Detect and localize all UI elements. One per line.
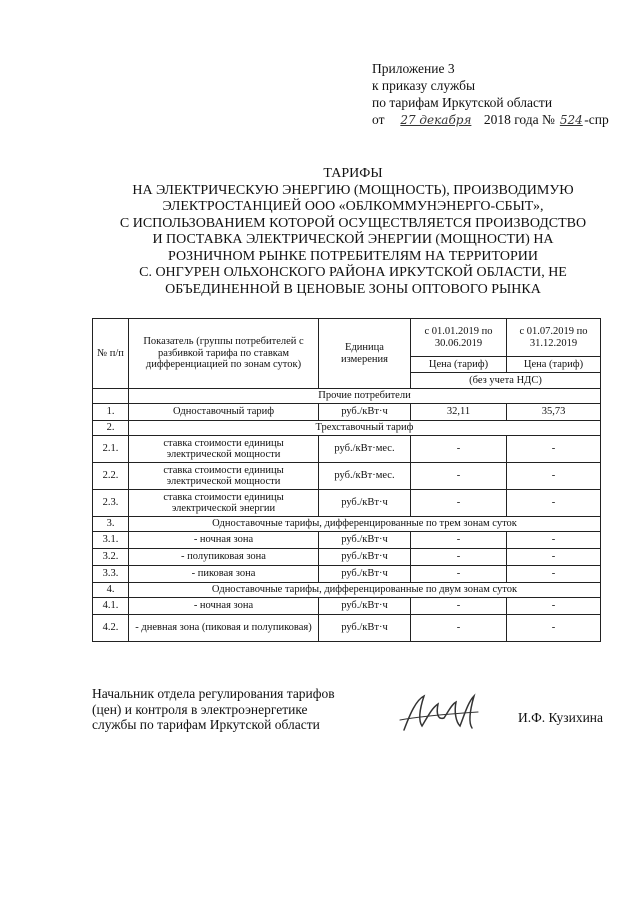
row-value-2: - — [507, 598, 601, 615]
document-title — [108, 166, 598, 298]
row-value-1: - — [411, 463, 507, 490]
signer-name: И.Ф. Кузихина — [518, 710, 604, 725]
header-period-1: с 01.01.2019 по 30.06.2019 — [411, 319, 507, 357]
row-num: 1. — [93, 404, 129, 421]
row-value-1: 32,11 — [411, 404, 507, 421]
title-line: С. ОНГУРЕН ОЛЬХОНСКОГО РАЙОНА ИРКУТСКОЙ ОБЛАСТИ, НЕ — [139, 265, 567, 280]
row-value-1: - — [411, 566, 507, 583]
row-value-2: 35,73 — [507, 404, 601, 421]
title-line: ЭЛЕКТРОСТАНЦИЕЙ ООО «ОБЛКОММУНЭНЕРГО-СБЫТ», — [162, 199, 544, 214]
position-line: (цен) и контроля в электроэнергетике — [92, 701, 308, 717]
row-unit: руб./кВт·ч — [319, 490, 411, 517]
row-value-2: - — [507, 566, 601, 583]
tariff-table-header — [93, 319, 601, 389]
table-row — [93, 517, 601, 532]
title-line: И ПОСТАВКА ЭЛЕКТРИЧЕСКОЙ ЭНЕРГИИ (МОЩНОСТИ) НА — [152, 232, 554, 247]
row-num: 3.2. — [93, 549, 129, 566]
header-vat-note: (без учета НДС) — [411, 373, 601, 389]
handwritten-signature — [398, 690, 482, 741]
row-num: 3.3. — [93, 566, 129, 583]
row-num: 4.2. — [93, 615, 129, 642]
appendix-year: 2018 года № — [483, 112, 555, 127]
row-value-1: - — [411, 490, 507, 517]
row-value-1: - — [411, 615, 507, 642]
table-row — [93, 490, 601, 517]
position-line: Начальник отдела регулирования тарифов — [92, 686, 335, 701]
row-value-1: - — [411, 598, 507, 615]
row-num: 2.1. — [93, 436, 129, 463]
table-row — [93, 549, 601, 566]
row-section-label: Прочие потребители — [129, 389, 601, 404]
row-label: ставка стоимости единицы электрической мощности — [129, 463, 319, 490]
header-period-2: с 01.07.2019 по 31.12.2019 — [507, 319, 601, 357]
table-row — [93, 566, 601, 583]
appendix-suffix: -спр — [584, 112, 609, 127]
row-unit: руб./кВт·ч — [319, 598, 411, 615]
appendix-title: Приложение 3 — [372, 61, 455, 76]
row-value-2: - — [507, 549, 601, 566]
header-unit: Единица измерения — [319, 319, 411, 389]
appendix-order: к приказу службы — [372, 78, 476, 93]
row-section-label: Одноставочные тарифы, дифференцированные по трем зонам суток — [129, 517, 601, 532]
row-label: - дневная зона (пиковая и полупиковая) — [129, 615, 319, 642]
appendix-block — [372, 60, 609, 129]
row-unit: руб./кВт·ч — [319, 566, 411, 583]
row-label: Одноставочный тариф — [129, 404, 319, 421]
header-price-2: Цена (тариф) — [507, 357, 601, 373]
row-label: - пиковая зона — [129, 566, 319, 583]
row-value-1: - — [411, 532, 507, 549]
table-row — [93, 436, 601, 463]
row-value-1: - — [411, 549, 507, 566]
header-num: № п/п — [93, 319, 129, 389]
appendix-service: по тарифам Иркутской области — [372, 95, 553, 110]
row-num: 2.3. — [93, 490, 129, 517]
table-row — [93, 404, 601, 421]
title-line: ОБЪЕДИНЕННОЙ В ЦЕНОВЫЕ ЗОНЫ ОПТОВОГО РЫНКА — [165, 281, 541, 297]
appendix-date-line — [372, 111, 609, 129]
row-num: 3.1. — [93, 532, 129, 549]
row-section-label: Трехставочный тариф — [129, 421, 601, 436]
row-unit: руб./кВт·ч — [319, 532, 411, 549]
table-row — [93, 389, 601, 404]
row-label: - полупиковая зона — [129, 549, 319, 566]
row-unit: руб./кВт·мес. — [319, 463, 411, 490]
row-num: 2. — [93, 421, 129, 436]
row-value-1: - — [411, 436, 507, 463]
row-num: 4.1. — [93, 598, 129, 615]
row-num — [93, 389, 129, 404]
row-value-2: - — [507, 615, 601, 642]
row-section-label: Одноставочные тарифы, дифференцированные по двум зонам суток — [129, 583, 601, 598]
row-value-2: - — [507, 532, 601, 549]
title-line: С ИСПОЛЬЗОВАНИЕМ КОТОРОЙ ОСУЩЕСТВЛЯЕТСЯ ПРОИЗВОДСТВО — [119, 215, 587, 231]
position-line: службы по тарифам Иркутской области — [92, 717, 320, 732]
row-unit: руб./кВт·ч — [319, 549, 411, 566]
row-label: - ночная зона — [129, 532, 319, 549]
title-line: НА ЭЛЕКТРИЧЕСКУЮ ЭНЕРГИЮ (МОЩНОСТЬ), ПРОИЗВОДИМУЮ — [132, 182, 574, 198]
table-row — [93, 583, 601, 598]
row-label: ставка стоимости единицы электрической энергии — [129, 490, 319, 517]
table-row — [93, 463, 601, 490]
row-num: 4. — [93, 583, 129, 598]
row-unit: руб./кВт·ч — [319, 615, 411, 642]
row-unit: руб./кВт·мес. — [319, 436, 411, 463]
row-value-2: - — [507, 436, 601, 463]
appendix-from: от — [372, 112, 385, 127]
header-price-1: Цена (тариф) — [411, 357, 507, 373]
row-num: 3. — [93, 517, 129, 532]
row-num: 2.2. — [93, 463, 129, 490]
title-line: РОЗНИЧНОМ РЫНКЕ ПОТРЕБИТЕЛЯМ НА ТЕРРИТОРИИ — [167, 248, 538, 264]
table-row — [93, 532, 601, 549]
handwritten-date: 27 декабря — [400, 113, 472, 127]
tariff-table-body — [93, 389, 601, 642]
row-label: - ночная зона — [129, 598, 319, 615]
table-row — [93, 615, 601, 642]
row-unit: руб./кВт·ч — [319, 404, 411, 421]
title-line: ТАРИФЫ — [323, 166, 383, 181]
tariff-table — [92, 318, 601, 642]
row-value-2: - — [507, 463, 601, 490]
row-label: ставка стоимости единицы электрической мощности — [129, 436, 319, 463]
table-row — [93, 421, 601, 436]
row-value-2: - — [507, 490, 601, 517]
handwritten-number: 524 — [559, 113, 583, 127]
header-indicator: Показатель (группы потребителей с разбивкой тарифа по ставкам дифференциацией по зонам суток) — [129, 319, 319, 389]
signatory-position — [92, 686, 335, 733]
table-row — [93, 598, 601, 615]
